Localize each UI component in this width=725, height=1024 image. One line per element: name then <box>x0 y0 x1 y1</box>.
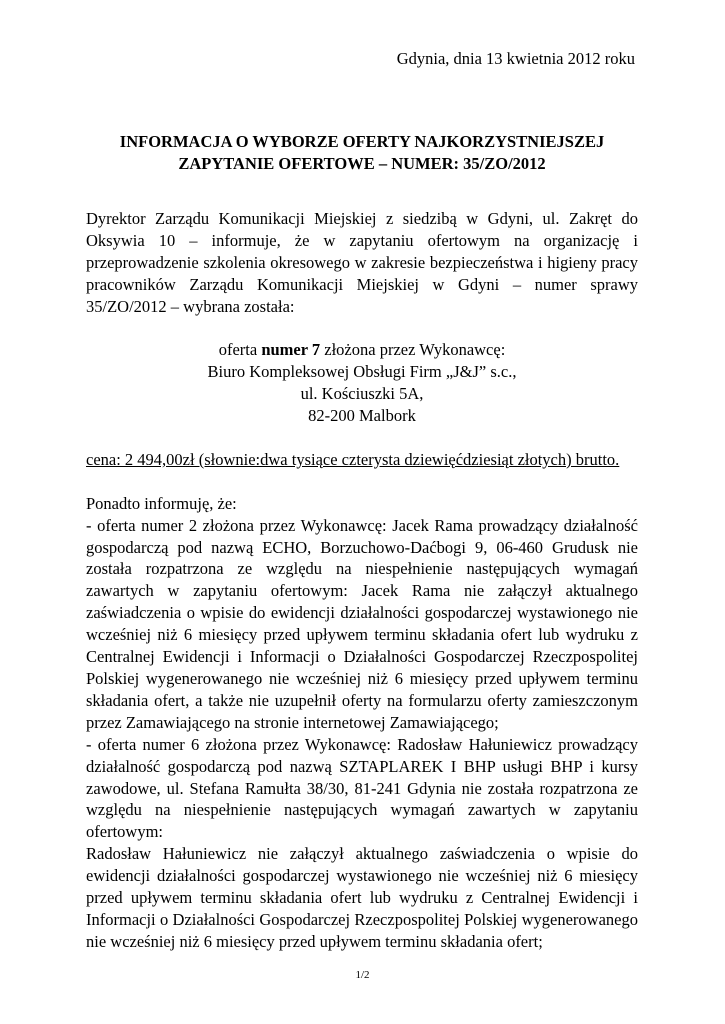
date-line: Gdynia, dnia 13 kwietnia 2012 roku <box>396 49 635 68</box>
winner-city: 82-200 Malbork <box>308 406 416 426</box>
title-line-1: INFORMACJA O WYBORZE OFERTY NAJKORZYSTNIEJSZEJ <box>119 132 605 151</box>
rejections-intro: Ponadto informuję, że: <box>86 493 237 513</box>
rejection-offer-6: - oferta numer 6 złożona przez Wykonawcę: Radosław Hałuniewicz prowadzący działalność gospodarczą pod nazwą SZTAPLAREK I BHP usługi BHP i kursy zawodowe, ul. Stefana Ramułta 38/30, 81-241 Gdynia nie została rozpatrzona ze względu na niespełnienie następujących wymagań zawartych w zapytaniu ofertowym: <box>86 734 638 842</box>
offer-prefix: oferta <box>218 340 262 360</box>
offer-number: numer 7 <box>261 340 321 360</box>
price-text: cena: 2 494,00zł (słownie:dwa tysiące czterysta dziewięćdziesiąt złotych) brutto. <box>86 449 620 469</box>
offer-suffix: złożona przez Wykonawcę: <box>320 340 506 360</box>
winner-street: ul. Kościuszki 5A, <box>300 384 424 404</box>
winner-company: Biuro Kompleksowej Obsługi Firm „J&J” s.c., <box>207 362 517 382</box>
document-body <box>86 208 638 953</box>
winning-offer-line <box>86 339 638 361</box>
rejection-offer-2: - oferta numer 2 złożona przez Wykonawcę: Jacek Rama prowadzący działalność gospodarczą pod nazwą ECHO, Borzuchowo-Daćbogi 9, 06-460 Grudusk nie została rozpatrzona ze względu na niespełnienie następujących wymagań zawartych w zapytaniu ofertowym: Jacek Rama nie załączył aktualnego zaświadczenia o wpisie do ewidencji działalności gospodarczej wystawionego nie wcześniej niż 6 miesięcy przed upływem terminu składania ofert lub wydruku z Centralnej Ewidencji i Informacji o Działalności Gospodarczej Rzeczpospolitej Polskiej wygenerowanego nie wcześniej niż 6 miesięcy przed upływem terminu składania ofert, a także nie uzupełnił oferty na formularzu oferty zamieszczonym przez Zamawiającego na stronie internetowej Zamawiającego; <box>86 515 638 732</box>
document-title <box>86 131 638 175</box>
intro-paragraph: Dyrektor Zarządu Komunikacji Miejskiej z siedzibą w Gdyni, ul. Zakręt do Oksywia 10 – informuje, że w zapytaniu ofertowym na organizację i przeprowadzenie szkolenia okresowego w zakresie bezpieczeństwa i higieny pracy pracowników Zarządu Komunikacji Miejskiej w Gdyni – numer sprawy 35/ZO/2012 – wybrana została: <box>86 209 638 316</box>
page-number: 1/2 <box>355 969 370 981</box>
title-line-2: ZAPYTANIE OFERTOWE – NUMER: 35/ZO/2012 <box>178 154 546 173</box>
price-line <box>86 449 638 471</box>
rejection-offer-6-reason: Radosław Hałuniewicz nie załączył aktualnego zaświadczenia o wpisie do ewidencji działalności gospodarczej wystawionego nie wcześniej niż 6 miesięcy przed upływem terminu składania ofert lub wydruku z Centralnej Ewidencji i Informacji o Działalności Gospodarczej Rzeczpospolitej Polskiej wygenerowanego nie wcześniej niż 6 miesięcy przed upływem terminu składania ofert; <box>86 844 638 951</box>
winning-offer-block <box>86 339 638 427</box>
